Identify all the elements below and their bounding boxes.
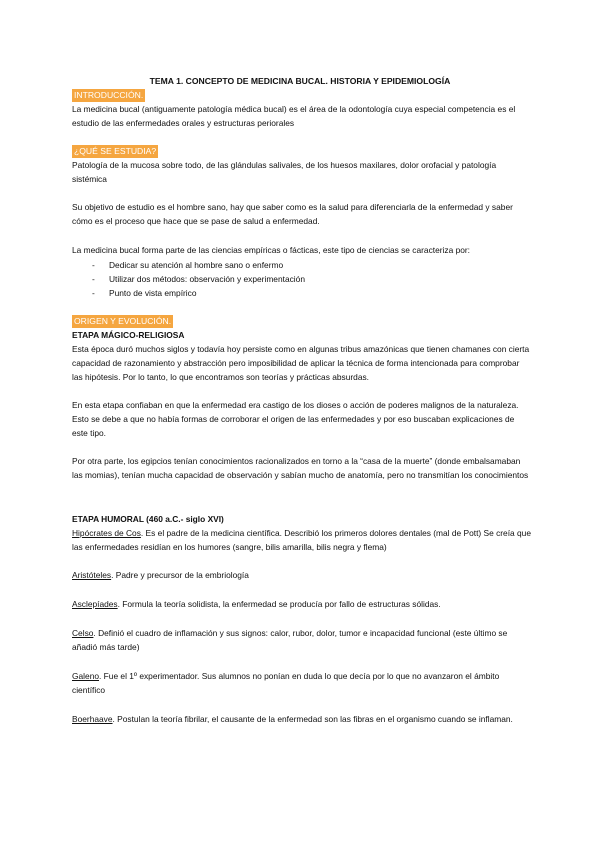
intro-heading: INTRODUCCIÓN. [74, 90, 144, 100]
etapa1-paragraph-1: Esta época duró muchos siglos y todavía hoy persiste como en algunas tribus amazónicas que tienen chamanes con cierta capacidad de razonamiento y abstracción pero imposibilidad de aplicar la técnica de forma intencionada para comprobar las hipótesis. Por lo tanto, lo que encontramos son teorías y prácticas absurdas. [72, 344, 530, 382]
intro-heading-row [72, 88, 532, 102]
aristoteles-entry [72, 568, 532, 582]
boerhaave-name: Boerhaave [72, 714, 113, 724]
etapa-magico-religiosa-title: ETAPA MÁGICO-RELIGIOSA [72, 330, 185, 340]
celso-name: Celso [72, 628, 94, 638]
que-estudia-paragraph-1: Patología de la mucosa sobre todo, de las glándulas salivales, de los huesos maxilares, dolor orofacial y patología sistémica [72, 160, 497, 184]
etapa1-paragraph-3: Por otra parte, los egipcios tenían conocimientos racionalizados en torno a la “casa de la muerte” (donde embalsamaban las momias), tenían mucha capacidad de observación y sabían mucho de anatomía, pero no transmitían los conocimientos [72, 456, 529, 480]
que-estudia-paragraph-3: La medicina bucal forma parte de las ciencias empíricas o fácticas, este tipo de ciencias se caracteriza por: [72, 245, 471, 255]
que-estudia-paragraph-2: Su objetivo de estudio es el hombre sano, hay que saber como es la salud para diferenciarla de la enfermedad y saber cómo es el proceso que hace que se pase de salud a enfermedad. [72, 202, 513, 226]
bullet-marker: - [92, 260, 95, 270]
list-item [72, 258, 532, 272]
que-estudia-heading-row [72, 144, 532, 158]
galeno-name: Galeno [72, 671, 100, 681]
list-item [72, 272, 532, 286]
hipocrates-text: . Es el padre de la medicina científica. Describió los primeros dolores dentales (mal de Pott) Se creía que las enfermedades residían en los humores (sangre, bilis amarilla, bilis negra y flema) [72, 528, 531, 552]
boerhaave-entry [72, 712, 532, 726]
intro-paragraph: La medicina bucal (antiguamente patología médica bucal) es el área de la odontología cuya especial competencia es el estudio de las enfermedades orales y estructuras periorales [72, 104, 516, 128]
bullet-marker: - [92, 288, 95, 298]
galeno-text: . Fue el 1º experimentador. Sus alumnos no ponían en duda lo que decía por lo que no avanzaron el ámbito científico [72, 671, 500, 695]
asclepiades-entry [72, 597, 532, 611]
etapa1-paragraph-2: En esta etapa confiaban en que la enfermedad era castigo de los dioses o acción de poderes malignos de la naturaleza. Esto se debe a que no había formas de corroborar el origen de las enfermedades y por eso buscaban explicaciones de este tipo. [72, 400, 519, 438]
list-item-text: Dedicar su atención al hombre sano o enfermo [109, 260, 284, 270]
boerhaave-text: . Postulan la teoría fibrilar, el causante de la enfermedad son las fibras en el organismo cuando se inflaman. [112, 714, 513, 724]
asclepiades-text: . Formula la teoría solidista, la enfermedad se producía por fallo de estructuras sólidas. [117, 599, 441, 609]
list-item-text: Utilizar dos métodos: observación y experimentación [109, 274, 305, 284]
document-title: TEMA 1. CONCEPTO DE MEDICINA BUCAL. HISTORIA Y EPIDEMIOLOGÍA [149, 76, 451, 86]
asclepiades-name: Asclepíades [72, 599, 118, 609]
etapa-humoral-title: ETAPA HUMORAL (460 a.C.- siglo XVI) [72, 514, 224, 524]
celso-text: . Definió el cuadro de inflamación y sus signos: calor, rubor, dolor, tumor e incapacidad funcional (este último se añadió más tarde) [72, 628, 508, 652]
list-item [72, 286, 532, 300]
bullet-marker: - [92, 274, 95, 284]
aristoteles-text: . Padre y precursor de la embriología [111, 570, 249, 580]
list-item-text: Punto de vista empírico [109, 288, 197, 298]
hipocrates-entry [72, 526, 532, 554]
bullet-list [72, 258, 532, 300]
celso-entry [72, 626, 532, 654]
galeno-entry [72, 669, 532, 697]
origen-heading-row [72, 314, 532, 328]
que-estudia-heading: ¿QUÉ SE ESTUDIA? [74, 146, 157, 156]
hipocrates-name: Hipócrates de Cos [72, 528, 141, 538]
origen-heading: ORIGEN Y EVOLUCIÓN. [74, 316, 172, 326]
aristoteles-name: Aristóteles [72, 570, 112, 580]
